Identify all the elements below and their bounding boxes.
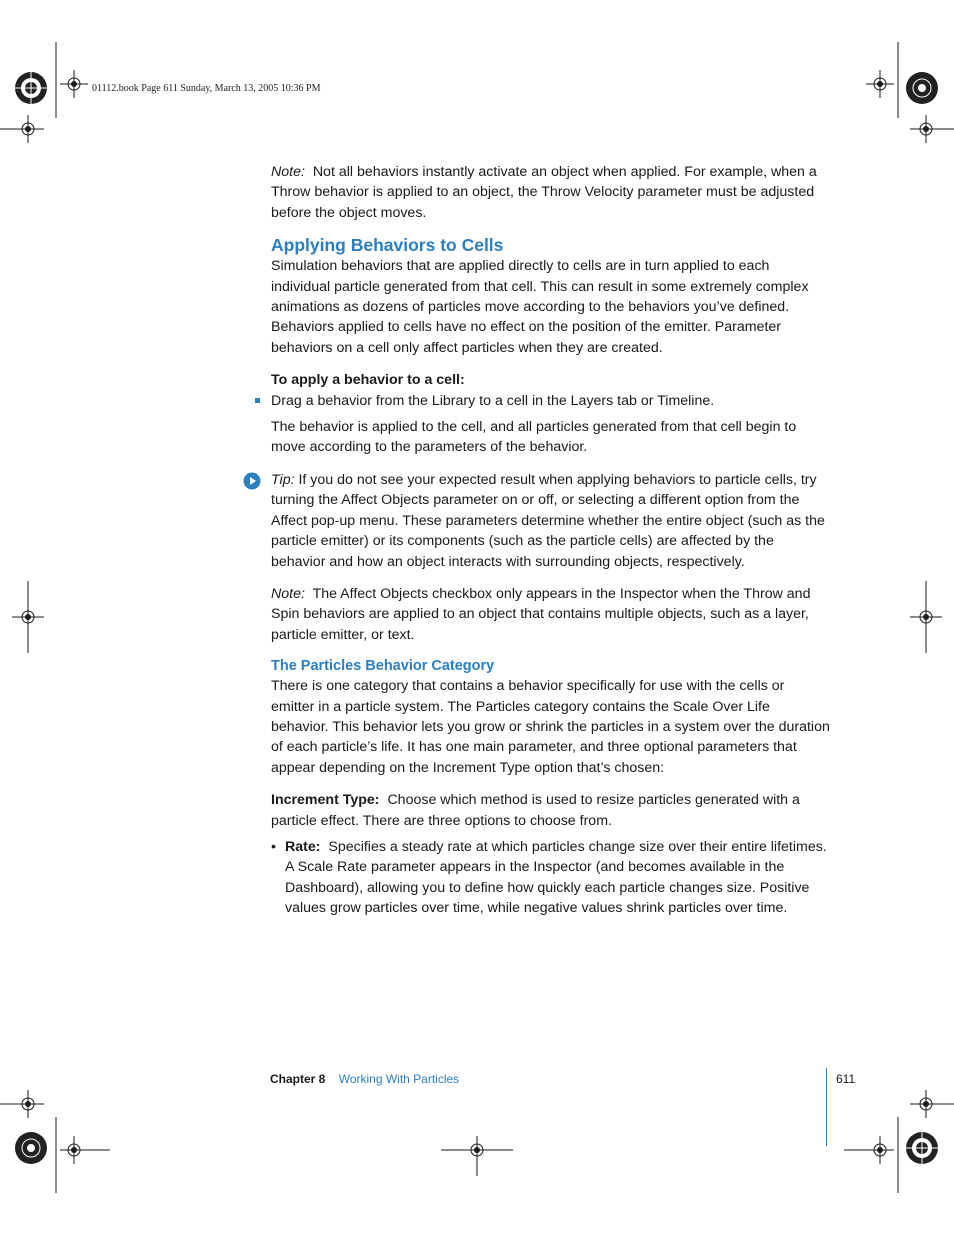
crosshair-target-icon — [441, 1136, 513, 1176]
registration-starburst-icon — [15, 72, 47, 104]
note-text: The Affect Objects checkbox only appears in the Inspector when the Throw and Spin behaviors are applied to an object that contains multiple objects, such as a layer, particle emitter, or text. — [271, 585, 811, 643]
section-heading: Applying Behaviors to Cells — [271, 235, 504, 256]
page-content — [271, 162, 831, 919]
footer-rule — [826, 1068, 827, 1146]
procedure-step — [271, 391, 831, 411]
parameter-label: Increment Type: — [271, 792, 380, 809]
crosshair-target-icon — [866, 70, 894, 98]
registration-starburst-icon — [906, 1132, 938, 1164]
procedure-title: To apply a behavior to a cell: — [271, 372, 465, 389]
crosshair-target-icon — [60, 1136, 110, 1164]
subsection-heading: The Particles Behavior Category — [271, 658, 495, 675]
parameter-paragraph — [271, 790, 831, 831]
procedure-step-text: Drag a behavior from the Library to a cell in the Layers tab or Timeline. — [271, 392, 715, 409]
note-label: Note: — [271, 585, 305, 602]
parameter-text: Choose which method is used to resize particles generated with a particle effect. There are three options to choose from. — [271, 792, 800, 829]
footer-chapter — [270, 1072, 459, 1086]
square-bullet-icon — [255, 398, 260, 403]
crosshair-target-icon — [912, 115, 940, 143]
note-paragraph — [271, 162, 831, 223]
tip-paragraph — [271, 470, 831, 572]
registration-starburst-icon — [15, 1132, 47, 1164]
note-label: Note: — [271, 164, 305, 180]
note-text: Not all behaviors instantly activate an object when applied. For example, when a Throw behavior is applied to an object, the Throw Velocity parameter must be adjusted before the object moves. — [271, 164, 817, 221]
crosshair-target-icon — [912, 1090, 940, 1118]
tip-arrow-icon — [243, 472, 261, 490]
body-paragraph: Simulation behaviors that are applied directly to cells are in turn applied to each individual particle generated from that cell. This can result in some extremely complex animations as dozens of particles move according to the behaviors you’ve defined. Behaviors applied to cells have no effect on the position of the emitter. Parameter behaviors on a cell only affect particles when they are created. — [271, 258, 809, 356]
page-number: 611 — [836, 1072, 856, 1086]
crosshair-target-icon — [844, 1136, 894, 1164]
print-header-meta: 01112.book Page 611 Sunday, March 13, 2005 10:36 PM — [92, 83, 321, 94]
registration-starburst-icon — [906, 72, 938, 104]
crosshair-target-icon — [60, 70, 88, 98]
crosshair-target-icon — [12, 581, 44, 653]
list-item — [271, 837, 831, 919]
body-paragraph: There is one category that contains a behavior specifically for use with the cells or emitter in a particle system. The Particles category contains the Scale Over Life behavior. This behavior lets you grow or shrink the particles in a system over the duration of each particle’s life. It has one main parameter, and three optional parameters that appear depending on the Increment Type option that’s chosen: — [271, 678, 830, 776]
crosshair-target-icon — [14, 115, 42, 143]
list-item-text: Specifies a steady rate at which particles change size over their entire lifetimes. A Scale Rate parameter appears in the Inspector (and becomes available in the Dashboard), allowing you to define how quickly each particle changes size. Positive values grow particles over time, while negative values shrink particles over time. — [285, 838, 827, 917]
result-paragraph: The behavior is applied to the cell, and all particles generated from that cell begin to move according to the parameters of the behavior. — [271, 419, 797, 456]
crosshair-target-icon — [14, 1090, 42, 1118]
tip-text: If you do not see your expected result when applying behaviors to particle cells, try turning the Affect Objects parameter on or off, or selecting a different option from the Affect pop-up menu. These parameters determine whether the entire object (such as the particle emitter) or its components (such as the particle cells) are affected by the behavior and how an object interacts with surrounding objects, respectively. — [271, 471, 825, 570]
tip-label: Tip: — [271, 471, 295, 488]
chapter-number: Chapter 8 — [270, 1072, 326, 1086]
crosshair-target-icon — [910, 581, 942, 653]
bullet-dot: • — [271, 838, 276, 855]
note-paragraph — [271, 584, 831, 645]
chapter-title: Working With Particles — [338, 1072, 460, 1086]
list-item-label: Rate: — [285, 838, 321, 855]
